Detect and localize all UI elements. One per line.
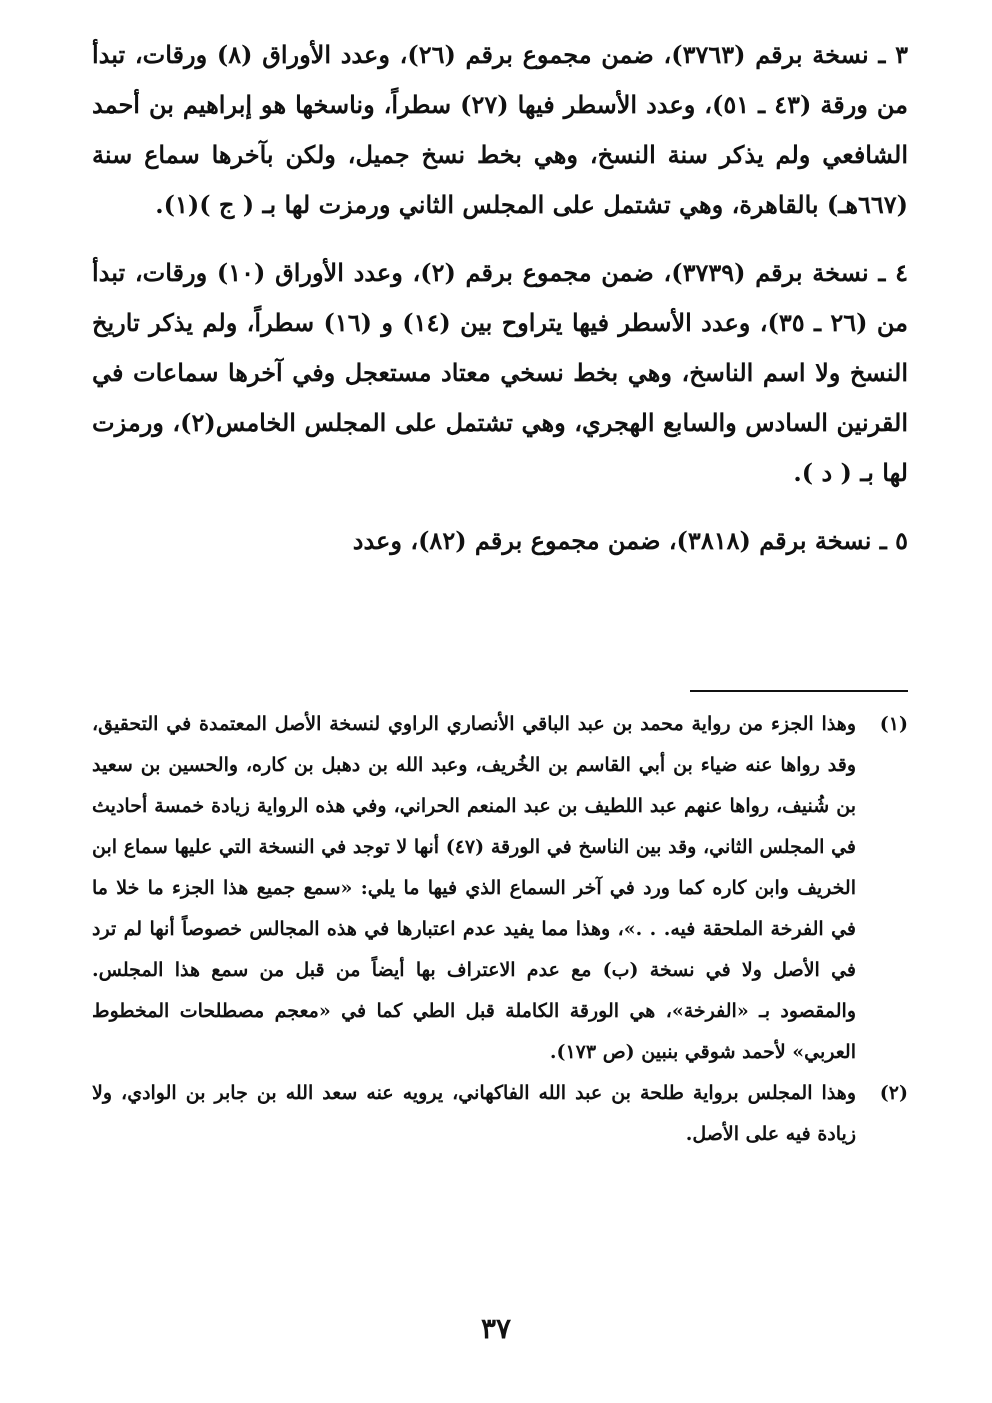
footnote-separator (690, 690, 908, 692)
page-number: ٣٧ (480, 1312, 512, 1345)
paragraph-manuscript-5: ٥ ـ نسخة برقم (٣٨١٨)، ضمن مجموع برقم (٨٢)، وعدد (352, 526, 908, 555)
footnote-1-text: وهذا الجزء من رواية محمد بن عبد الباقي الأنصاري الراوي لنسخة الأصل المعتمدة في التحقيق، وقد رواها عنه ضياء بن أبي القاسم بن الخُريف، وعبد الله بن دهبل بن كاره، والحسين بن سعيد بن شُنيف، رواها عنهم عبد اللطيف بن عبد المنعم الحراني، وفي هذه الرواية زيادة خمسة أحاديث في المجلس الثاني، وقد بين الناسخ في الورقة (٤٧) أنها لا توجد في النسخة التي عليها سماع ابن الخريف وابن كاره كما ورد في آخر السماع الذي فيها ما يلي: «سمع جميع هذا الجزء ما خلا ما في الفرخة الملحقة فيه. . .»، وهذا مما يفيد عدم اعتبارها في هذه المجالس خصوصاً أنها لم ترد في الأصل ولا في نسخة (ب) مع عدم الاعتراف بها أيضاً من قبل من سمع هذا المجلس. والمقصود بـ «الفرخة»، هي الورقة الكاملة قبل الطي كما في «معجم مصطلحات المخطوط العربي» لأحمد شوقي بنبين (ص ١٧٣). (92, 713, 856, 1063)
footnote-1 (92, 704, 908, 1073)
footnote-2-number: (٢) (879, 1082, 908, 1104)
footnote-2 (92, 1073, 908, 1155)
footnote-2-text: وهذا المجلس برواية طلحة بن عبد الله الفاكهاني، يرويه عنه سعد الله بن جابر بن الوادي، ولا زيادة فيه على الأصل. (92, 1082, 856, 1145)
footnotes (92, 704, 908, 1155)
paragraph-manuscript-4: ٤ ـ نسخة برقم (٣٧٣٩)، ضمن مجموع برقم (٢)، وعدد الأوراق (١٠) ورقات، تبدأ من (٢٦ ـ ٣٥)، وعدد الأسطر فيها يتراوح بين (١٤) و (١٦) سطراً، ولم يذكر تاريخ النسخ ولا اسم الناسخ، وهي بخط نسخي معتاد مستعجل وفي آخرها سماعات في القرنين السادس والسابع الهجري، وهي تشتمل على المجلس الخامس(٢)، ورمزت لها بـ ( د ). (92, 258, 909, 487)
main-text (92, 30, 908, 566)
footnote-1-number: (١) (879, 713, 908, 735)
paragraph-manuscript-3: ٣ ـ نسخة برقم (٣٧٦٣)، ضمن مجموع برقم (٢٦)، وعدد الأوراق (٨) ورقات، تبدأ من ورقة (٤٣ ـ ٥١)، وعدد الأسطر فيها (٢٧) سطراً، وناسخها هو إبراهيم بن أحمد الشافعي ولم يذكر سنة النسخ، وهي بخط نسخ جميل، ولكن بآخرها سماع سنة (٦٦٧هـ) بالقاهرة، وهي تشتمل على المجلس الثاني ورمزت لها بـ ( ج )(١). (92, 40, 909, 219)
